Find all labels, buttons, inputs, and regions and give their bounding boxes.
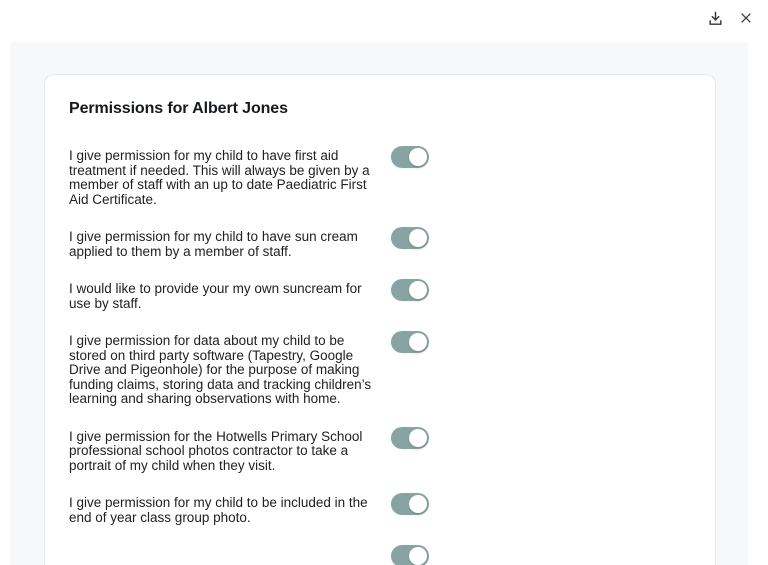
topbar: [0, 0, 768, 42]
permission-label: I give permission for the Hotwells Primary School professional school photos contractor to take a portrait of my child when they visit.: [69, 428, 363, 473]
permission-toggle[interactable]: [391, 545, 429, 565]
toggle-knob: [409, 495, 427, 513]
permissions-card: [44, 74, 716, 565]
permission-row: [69, 149, 429, 207]
close-icon: [739, 11, 753, 25]
toggle-knob: [409, 281, 427, 299]
permission-toggle[interactable]: [391, 227, 429, 249]
permission-toggle[interactable]: [391, 331, 429, 353]
permission-toggle[interactable]: [391, 279, 429, 301]
permissions-list: [69, 149, 691, 565]
permission-toggle[interactable]: [391, 427, 429, 449]
permission-label: I give permission for data about my child to be stored on third party software (Tapestry, Google Drive and Pigeonhole) for the purpose of making funding claims, storing data and tracking children’s learning and sharing observations with home.: [69, 333, 372, 406]
toggle-knob: [409, 429, 427, 447]
permission-label: I give permission for my child to have first aid treatment if needed. This will always be given by a member of staff with an up to date Paediatric First Aid Certificate.: [69, 148, 370, 207]
toggle-knob: [409, 547, 427, 565]
permission-row: [69, 334, 429, 407]
toggle-knob: [409, 148, 427, 166]
page-title: Permissions for Albert Jones: [69, 100, 288, 117]
permission-label: I give permission for my child to be included in the end of year class group photo.: [69, 495, 368, 525]
modal-overlay: [10, 42, 748, 565]
toggle-knob: [409, 333, 427, 351]
download-button[interactable]: [706, 9, 724, 27]
permission-row: [69, 282, 429, 311]
download-icon: [707, 10, 724, 27]
permission-row: [69, 430, 429, 474]
close-button[interactable]: [737, 9, 755, 27]
permission-label: I would like to provide your my own suncream for use by staff.: [69, 281, 362, 311]
permission-toggle[interactable]: [391, 146, 429, 168]
permission-row: [69, 496, 429, 525]
permission-toggle[interactable]: [391, 493, 429, 515]
toggle-knob: [409, 229, 427, 247]
permission-row: [69, 230, 429, 259]
permission-row: [69, 548, 429, 565]
permission-label: I give permission for my child to have sun cream applied to them by a member of staff.: [69, 229, 358, 259]
